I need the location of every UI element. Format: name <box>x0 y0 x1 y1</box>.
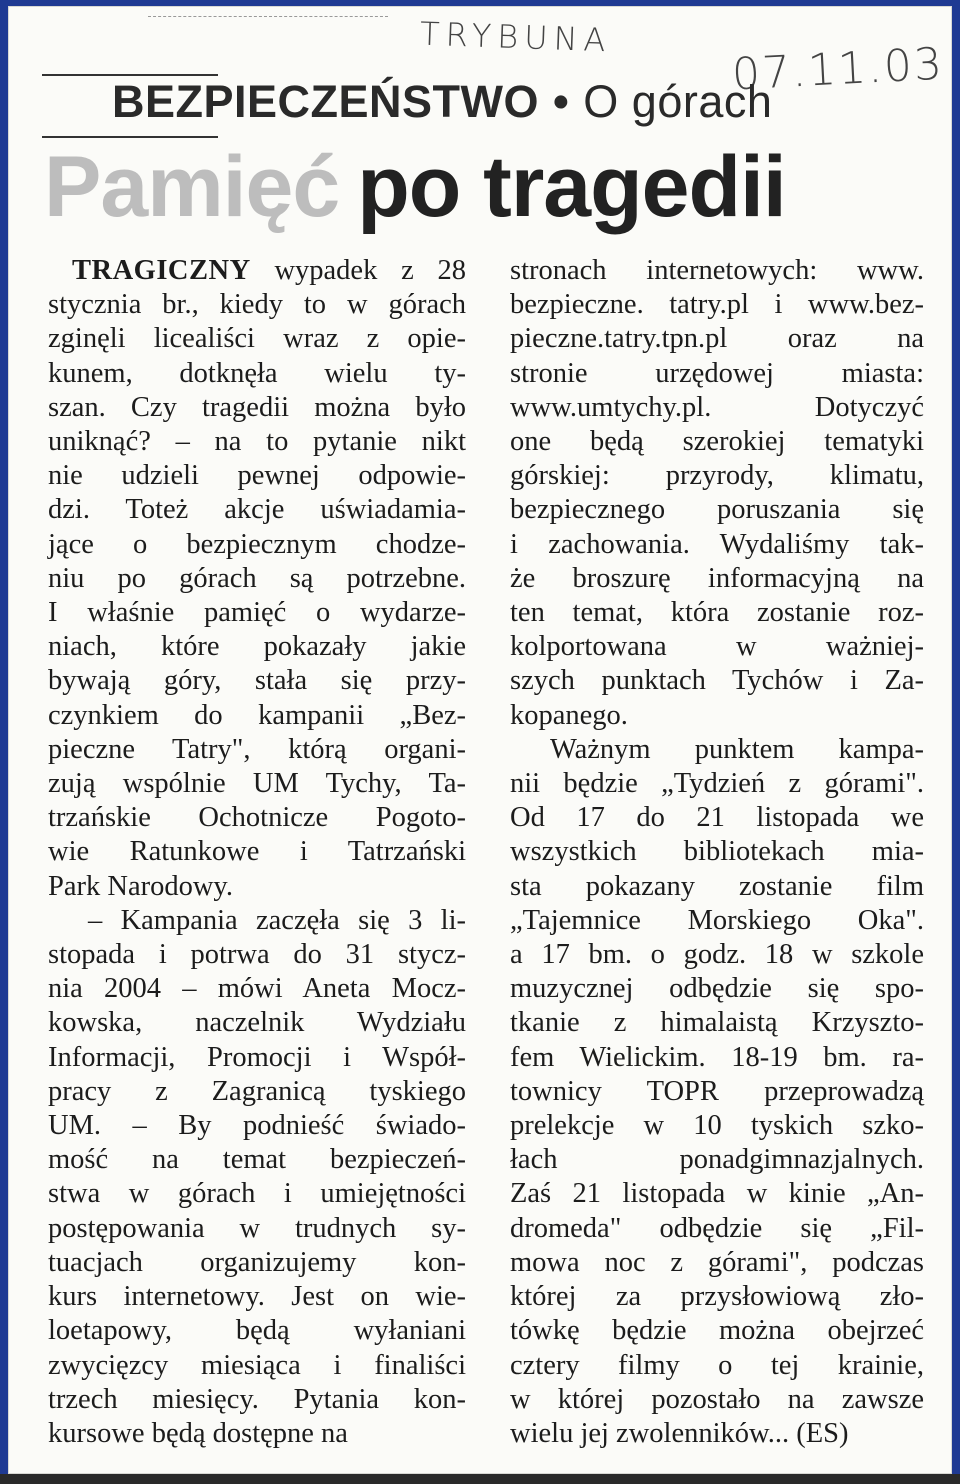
article-text-line: www.umtychy.pl. Dotyczyć <box>510 391 924 423</box>
article-text-line: nii będzie „Tydzień z górami". <box>510 768 924 800</box>
article-text-line: stycznia br., kiedy to w górach <box>48 289 466 321</box>
article-column-left <box>48 254 466 1451</box>
article-text-line: zują wspólnie UM Tychy, Ta- <box>48 768 466 800</box>
article-text-line: kursowe będą dostępne na <box>48 1417 348 1449</box>
article-text-line: Informacji, Promocji i Współ- <box>48 1041 466 1073</box>
article-text-line: i zachowania. Wydaliśmy tak- <box>510 528 924 560</box>
article-text-line: górskiej: przyrody, klimatu, <box>510 460 924 492</box>
article-text-line: szan. Czy tragedii można było <box>48 391 466 423</box>
article-text-line: niu po górach są potrzebne. <box>48 562 466 594</box>
section-separator: • <box>553 76 570 127</box>
article-text-line: niach, które pokazały jakie <box>48 631 466 663</box>
article-text-line: nie udzieli pewnej odpowie- <box>48 460 466 492</box>
article-text-line: trzech miesięcy. Pytania kon- <box>48 1383 466 1415</box>
article-text-line: muzycznej odbędzie się spo- <box>510 973 924 1005</box>
article-text-line: Zaś 21 listopada w kinie „An- <box>510 1178 924 1210</box>
article-text-line: trzańskie Ochotnicze Pogoto- <box>48 802 466 834</box>
article-text-line: ten temat, która zostanie roz- <box>510 597 924 629</box>
article-text-line: stopada i potrwa do 31 stycz- <box>48 939 466 971</box>
bottom-scan-edge <box>0 1474 960 1484</box>
article-text-line: I właśnie pamięć o wydarze- <box>48 597 466 629</box>
lead-word: TRAGICZNY <box>72 255 251 286</box>
article-text-line: wie Ratunkowe i Tatrzański <box>48 836 466 868</box>
article-text-line: fem Wielickim. 18-19 bm. ra- <box>510 1041 924 1073</box>
article-text-line: kopanego. <box>510 699 628 731</box>
article-text-line: w której pozostało na zawsze <box>510 1383 924 1415</box>
article-text-fragment: wypadek z 28 <box>250 255 466 286</box>
article-text-line: loetapowy, będą wyłaniani <box>48 1315 466 1347</box>
article-text-line: mowa noc z górami", podczas <box>510 1246 924 1278</box>
article-text-line: postępowania w trudnych sy- <box>48 1212 466 1244</box>
article-text-line: bezpieczne. tatry.pl i www.bez- <box>510 289 924 321</box>
article-text-line: prelekcje w 10 tyskich szko- <box>510 1110 924 1142</box>
article-text-line: stronach internetowych: www. <box>510 255 924 286</box>
article-headline <box>44 138 786 237</box>
section-label: BEZPIECZEŃSTWO <box>112 76 540 127</box>
article-text-line: pracy z Zagranicą tyskiego <box>48 1075 466 1107</box>
article-column-right <box>510 254 924 1451</box>
handwritten-date: 07.11.03 <box>730 38 946 101</box>
article-text-line: szych punktach Tychów i Za- <box>510 665 924 697</box>
article-text-line: jące o bezpiecznym chodze- <box>48 528 466 560</box>
article-text-line: cztery filmy o tej krainie, <box>510 1349 924 1381</box>
article-text-line: zwycięzcy miesiąca i finaliści <box>48 1349 466 1381</box>
article-text-line: że broszurę informacyjną na <box>510 562 924 594</box>
article-text-line: czynkiem do kampanii „Bez- <box>48 699 466 731</box>
article-text-line: bezpiecznego poruszania się <box>510 494 924 526</box>
article-text-line: pieczne.tatry.tpn.pl oraz na <box>510 323 924 355</box>
article-text-line: dromeda" odbędzie się „Fil- <box>510 1212 924 1244</box>
article-text-line: której za przysłowiową zło- <box>510 1281 924 1313</box>
article-text-line: wielu jej zwolenników... (ES) <box>510 1417 849 1449</box>
article-text-line: Park Narodowy. <box>48 870 233 902</box>
article-text-line: tkanie z himalaistą Krzyszto- <box>510 1007 924 1039</box>
headline-part-1: Pamięć <box>44 139 340 235</box>
article-text-line: townicy TOPR przeprowadzą <box>510 1075 924 1107</box>
article-text-line <box>48 254 466 288</box>
article-text-line: a 17 bm. o godz. 18 w szkole <box>510 939 924 971</box>
article-text-line: sta pokazany zostanie film <box>510 870 924 902</box>
article-text-line: łach ponadgimnazjalnych. <box>510 1144 924 1176</box>
article-text-line: bywają góry, stała się przy- <box>48 665 466 697</box>
article-text-line: uniknąć? – na to pytanie nikt <box>48 426 466 458</box>
article-text-line: tówkę będzie można obejrzeć <box>510 1315 924 1347</box>
article-text-line: – Kampania zaczęła się 3 li- <box>88 904 466 936</box>
article-text-line: stwa w górach i umiejętności <box>48 1178 466 1210</box>
article-text-line: „Tajemnice Morskiego Oka". <box>510 904 924 936</box>
top-dashed-line <box>148 16 388 17</box>
article-text-line: Ważnym punktem kampa- <box>550 733 924 765</box>
article-text-line: wszystkich bibliotekach mia- <box>510 836 924 868</box>
headline-part-2: po tragedii <box>357 139 786 235</box>
article-text-line: kunem, dotknęła wielu ty- <box>48 357 466 389</box>
article-text-line: Od 17 do 21 listopada we <box>510 802 924 834</box>
article-text-line: stronie urzędowej miasta: <box>510 357 924 389</box>
article-text-line: tuacjach organizujemy kon- <box>48 1246 466 1278</box>
section-header <box>112 76 772 128</box>
article-text-line: kurs internetowy. Jest on wie- <box>48 1281 466 1313</box>
subsection-label: O górach <box>583 76 773 127</box>
article-text-line: pieczne Tatry", którą organi- <box>48 733 466 765</box>
article-text-line: kolportowana w ważniej- <box>510 631 924 663</box>
article-text-line: zginęli licealiści wraz z opie- <box>48 323 466 355</box>
article-text-line: dzi. Toteż akcje uświadamia- <box>48 494 466 526</box>
article-text-line: one będą szerokiej tematyki <box>510 426 924 458</box>
article-text-line: nia 2004 – mówi Aneta Mocz- <box>48 973 466 1005</box>
article-text-line: mość na temat bezpieczeń- <box>48 1144 466 1176</box>
article-text-line: UM. – By podnieść świado- <box>48 1110 466 1142</box>
article-text-line: kowska, naczelnik Wydziału <box>48 1007 466 1039</box>
handwritten-publication-name: TRYBUNA <box>419 14 613 60</box>
